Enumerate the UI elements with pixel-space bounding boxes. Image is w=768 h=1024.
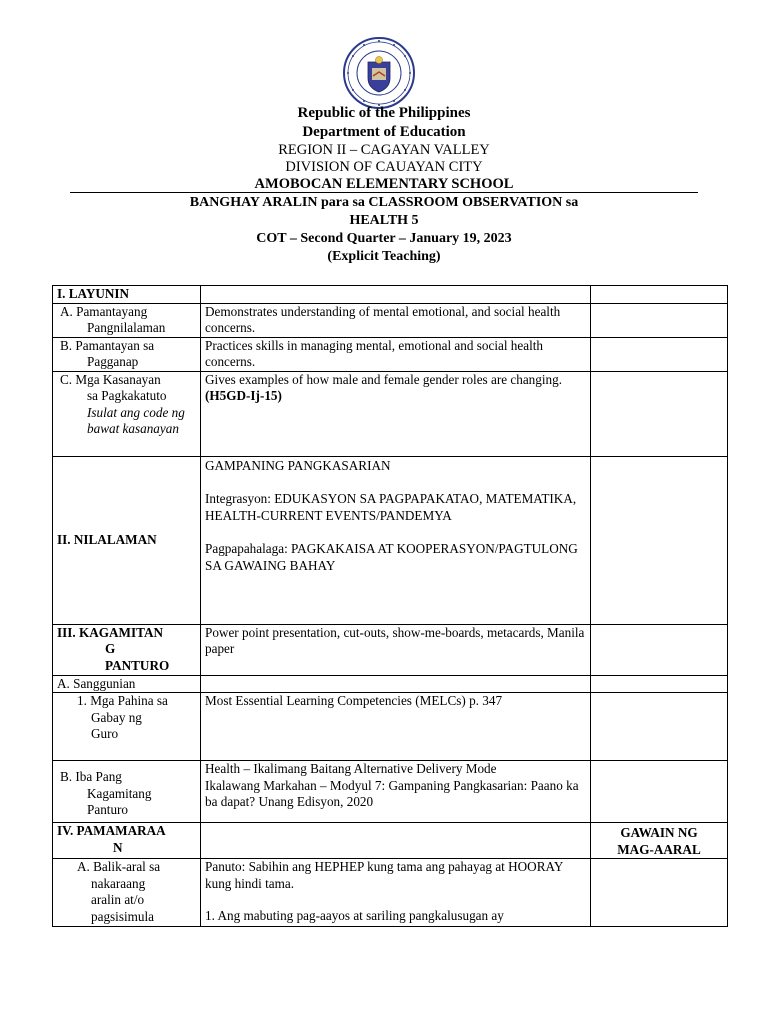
mga-kasanayan-content: Gives examples of how male and female gender roles are changing. (H5GD-Ij-15) xyxy=(201,371,591,456)
table-row xyxy=(53,859,728,927)
mga-pahina-label: 1. Mga Pahina sa Gabay ng Guro xyxy=(53,693,201,761)
layunin-heading: I. LAYUNIN xyxy=(53,286,201,304)
table-row xyxy=(53,286,728,304)
department-line: Department of Education xyxy=(302,124,466,140)
mga-kasanayan-label: C. Mga Kasanayan sa Pagkakatuto Isulat ang code ng bawat kasanayan xyxy=(53,371,201,456)
balik-aral-label: A. Balik-aral sa nakaraang aralin at/o pagsisimula xyxy=(53,859,201,927)
kagamitan-panturo-content: Power point presentation, cut-outs, show-me-boards, metacards, Manila paper xyxy=(201,624,591,675)
balik-aral-content: Panuto: Sabihin ang HEPHEP kung tama ang pahayag at HOORAY kung hindi tama. 1. Ang mabuting pag-aayos at sariling pangkalusugan ay xyxy=(201,859,591,927)
nilalaman-content: GAMPANING PANGKASARIAN Integrasyon: EDUKASYON SA PAGPAPAKATAO, MATEMATIKA, HEALTH-CURRENT EVENTS/PANDEMYA Pagpapahalaga: PAGKAKAISA AT KOOPERASYON/PAGTULONG SA GAWAING BAHAY xyxy=(201,456,591,624)
table-row xyxy=(53,624,728,675)
table-row xyxy=(53,823,728,859)
gawain-ng-mag-aaral-heading: GAWAIN NG MAG-AARAL xyxy=(591,823,728,859)
table-row xyxy=(53,456,728,624)
header-divider xyxy=(70,192,698,193)
pamantayan-sa-pagganap-content: Practices skills in managing mental, emotional and social health concerns. xyxy=(201,337,591,371)
deped-seal-logo xyxy=(342,36,416,110)
table-row xyxy=(53,371,728,456)
pamamaraan-heading: IV. PAMAMARAA N xyxy=(53,823,201,859)
table-row xyxy=(53,761,728,823)
title-line-1: BANGHAY ARALIN para sa CLASSROOM OBSERVATION sa xyxy=(189,195,579,210)
iba-pang-kagamitan-content: Health – Ikalimang Baitang Alternative Delivery Mode Ikalawang Markahan – Modyul 7: Gampaning Pangkasarian: Paano ka ba dapat? Unang Edisyon, 2020 xyxy=(201,761,591,823)
letterhead xyxy=(0,104,768,193)
nilalaman-heading: II. NILALAMAN xyxy=(53,456,201,624)
kagamitan-panturo-heading: III. KAGAMITAN G PANTURO xyxy=(53,624,201,675)
school-line: AMOBOCAN ELEMENTARY SCHOOL xyxy=(254,176,514,192)
table-row xyxy=(53,675,728,693)
title-line-3: COT – Second Quarter – January 19, 2023 xyxy=(256,231,512,246)
table-row xyxy=(53,303,728,337)
republic-line: Republic of the Philippines xyxy=(297,105,471,121)
title-line-2: HEALTH 5 xyxy=(349,213,419,228)
document-title xyxy=(0,194,768,266)
division-line: DIVISION OF CAUAYAN CITY xyxy=(285,159,483,175)
competency-code: (H5GD-Ij-15) xyxy=(205,388,282,403)
title-line-4: (Explicit Teaching) xyxy=(327,249,441,264)
pamantayang-pangnilalaman-content: Demonstrates understanding of mental emotional, and social health concerns. xyxy=(201,303,591,337)
region-line: REGION II – CAGAYAN VALLEY xyxy=(278,142,490,158)
pamantayang-pangnilalaman-label: A. Pamantayang Pangnilalaman xyxy=(53,303,201,337)
pamantayan-sa-pagganap-label: B. Pamantayan sa Pagganap xyxy=(53,337,201,371)
table-row xyxy=(53,693,728,761)
table-row xyxy=(53,337,728,371)
sanggunian-label: A. Sanggunian xyxy=(53,675,201,693)
mga-pahina-content: Most Essential Learning Competencies (MELCs) p. 347 xyxy=(201,693,591,761)
iba-pang-kagamitan-label: B. Iba Pang Kagamitang Panturo xyxy=(53,761,201,823)
lesson-plan-table xyxy=(52,285,728,927)
